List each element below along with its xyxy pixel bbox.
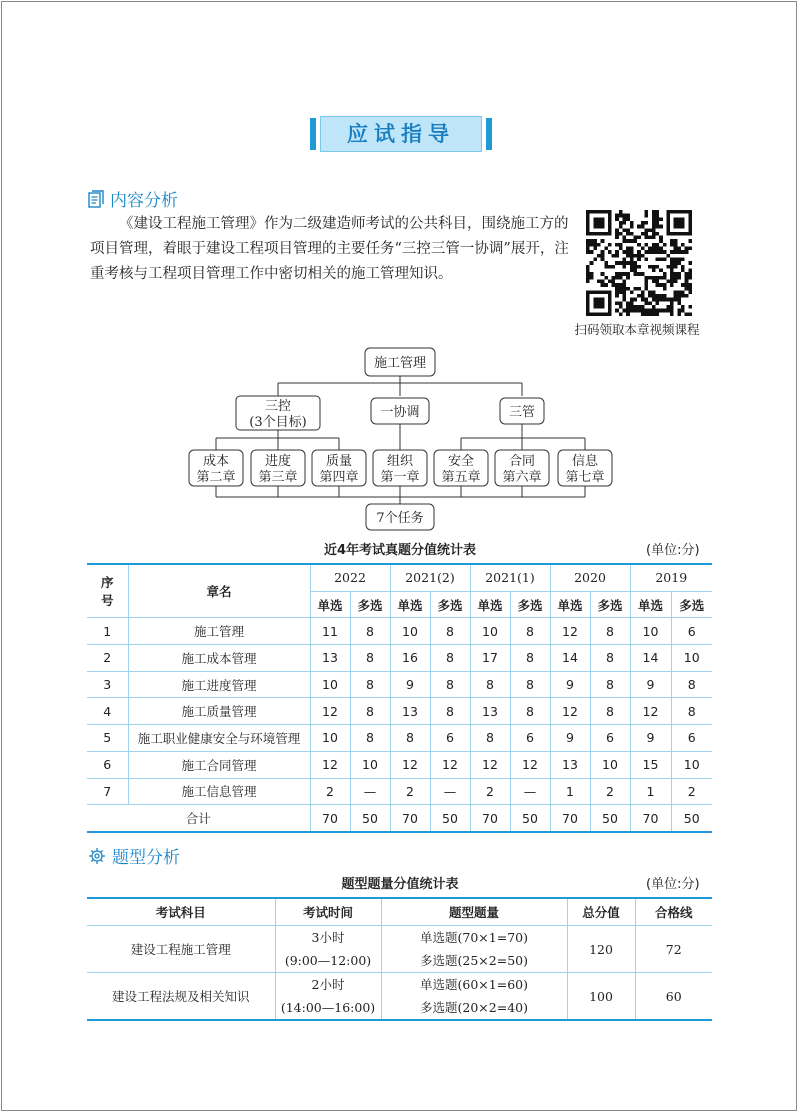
diagram-leaf-label: 安全 — [447, 454, 475, 469]
total-cell: 70 — [470, 805, 510, 832]
score-cell: 13 — [470, 698, 510, 725]
score-cell: 10 — [310, 671, 350, 698]
year-header: 2021(2) — [390, 564, 470, 591]
diagram-leaf-label: 合同 — [508, 454, 536, 469]
title-banner — [310, 116, 492, 152]
score-row — [87, 698, 712, 725]
year-header: 2019 — [630, 564, 712, 591]
diagram-group-node-controls — [236, 396, 320, 430]
exam-question-types — [381, 973, 567, 1021]
diagram-leaf-node — [189, 450, 243, 486]
row-number: 2 — [87, 645, 128, 672]
score-cell: 10 — [470, 618, 510, 645]
diagram-leaf-node — [495, 450, 549, 486]
score-cell: 2 — [310, 778, 350, 805]
score-cell: 6 — [671, 618, 712, 645]
exam-time — [275, 973, 381, 1021]
diagram-leaf-node — [312, 450, 366, 486]
total-cell: 70 — [550, 805, 590, 832]
content-analysis-title: 内容分析 — [110, 191, 178, 211]
diagram-leaf-label: 成本 — [202, 454, 230, 469]
score-row — [87, 645, 712, 672]
exam-duration: 3小时 — [311, 930, 345, 945]
score-cell: 9 — [550, 725, 590, 752]
chapter-name: 施工成本管理 — [128, 645, 310, 672]
total-cell: 50 — [671, 805, 712, 832]
score-cell: 10 — [671, 751, 712, 778]
diagram-leaf-chapter: 第四章 — [319, 470, 359, 485]
score-cell: 9 — [630, 725, 671, 752]
diagram-leaf-node — [373, 450, 427, 486]
score-cell: 8 — [510, 671, 550, 698]
exam-pass-line: 72 — [635, 926, 712, 973]
single-choice-header: 单选 — [390, 591, 430, 618]
exam-subject: 建设工程施工管理 — [87, 926, 275, 973]
score-cell: 10 — [590, 751, 630, 778]
score-cell: 8 — [590, 671, 630, 698]
score-cell: 10 — [310, 725, 350, 752]
score-cell: — — [510, 778, 550, 805]
exam-subject: 建设工程法规及相关知识 — [87, 973, 275, 1021]
diagram-group-label: 三管 — [508, 405, 536, 420]
score-cell: 8 — [350, 671, 390, 698]
exam-header-cell: 总分值 — [567, 898, 635, 926]
multi-choice-header: 多选 — [430, 591, 470, 618]
diagram-group-label: 三控 — [264, 399, 292, 414]
score-cell: 8 — [510, 698, 550, 725]
diagram-leaf-chapter: 第三章 — [258, 470, 298, 485]
score-row — [87, 671, 712, 698]
score-cell: 8 — [671, 698, 712, 725]
diagram-leaf-node — [558, 450, 612, 486]
score-cell: 8 — [590, 645, 630, 672]
diagram-leaf-chapter: 第一章 — [380, 470, 420, 485]
row-number: 7 — [87, 778, 128, 805]
score-cell: 12 — [310, 698, 350, 725]
total-cell: 70 — [310, 805, 350, 832]
total-cell: 70 — [390, 805, 430, 832]
score-cell: 10 — [671, 645, 712, 672]
score-cell: 10 — [630, 618, 671, 645]
score-cell: 11 — [310, 618, 350, 645]
diagram-root-node — [365, 348, 435, 376]
score-cell: 8 — [590, 618, 630, 645]
score-cell: 12 — [430, 751, 470, 778]
score-table-title: 近4年考试真题分值统计表 — [323, 543, 477, 558]
multi-choice-header: 多选 — [671, 591, 712, 618]
score-cell: 13 — [390, 698, 430, 725]
diagram-bottom-label: 7个任务 — [376, 511, 424, 526]
score-cell: 8 — [350, 725, 390, 752]
score-cell: 8 — [350, 618, 390, 645]
exam-row — [87, 973, 712, 1021]
single-choice-header: 单选 — [470, 591, 510, 618]
single-choice-count: 单选题(70×1=70) — [420, 930, 528, 945]
banner-title: 应试指导 — [320, 116, 482, 152]
score-row — [87, 751, 712, 778]
task-diagram — [0, 340, 800, 540]
score-cell: 14 — [550, 645, 590, 672]
score-cell: 12 — [470, 751, 510, 778]
exam-time-range: (9:00—12:00) — [284, 953, 372, 968]
single-choice-header: 单选 — [550, 591, 590, 618]
score-cell: 8 — [430, 645, 470, 672]
score-cell: 17 — [470, 645, 510, 672]
intro-paragraph: 《建设工程施工管理》作为二级建造师考试的公共科目，围绕施工方的项目管理，着眼于建设工程项目管理的主要任务“三控三管一协调”展开，注重考核与工程项目管理工作中密切相关的施工管理知识。 — [90, 216, 569, 282]
score-row — [87, 725, 712, 752]
score-row — [87, 778, 712, 805]
diagram-leaf-chapter: 第二章 — [196, 470, 236, 485]
score-cell: 12 — [550, 618, 590, 645]
row-number: 3 — [87, 671, 128, 698]
score-cell: 8 — [430, 671, 470, 698]
score-cell: 12 — [390, 751, 430, 778]
score-cell: 8 — [390, 725, 430, 752]
score-cell: 10 — [390, 618, 430, 645]
exam-table-unit: (单位:分) — [646, 877, 700, 892]
banner-right-bar — [486, 118, 492, 150]
seq-header-line1: 序 — [100, 575, 114, 591]
score-table — [87, 563, 712, 833]
score-cell: 15 — [630, 751, 671, 778]
score-cell: 16 — [390, 645, 430, 672]
multi-choice-count: 多选题(25×2=50) — [420, 953, 528, 968]
exam-header-cell: 合格线 — [635, 898, 712, 926]
exam-table-title: 题型题量分值统计表 — [341, 877, 459, 892]
chapter-name: 施工合同管理 — [128, 751, 310, 778]
seq-header-line2: 号 — [100, 593, 114, 609]
exam-question-types — [381, 926, 567, 973]
score-cell: 1 — [630, 778, 671, 805]
diagram-leaf-label: 质量 — [325, 454, 353, 469]
diagram-leaf-label: 进度 — [264, 454, 292, 469]
question-analysis-heading — [88, 843, 180, 868]
score-cell: 12 — [510, 751, 550, 778]
chapter-name: 施工管理 — [128, 618, 310, 645]
score-cell: 8 — [430, 698, 470, 725]
exam-row — [87, 926, 712, 973]
score-cell: 13 — [310, 645, 350, 672]
score-cell: 2 — [671, 778, 712, 805]
score-cell: 2 — [470, 778, 510, 805]
exam-total-score: 120 — [567, 926, 635, 973]
diagram-group-label: 一协调 — [380, 405, 420, 420]
diagram-group-node-coordination — [371, 398, 429, 424]
year-header: 2021(1) — [470, 564, 550, 591]
diagram-leaf-label: 信息 — [571, 454, 599, 469]
diagram-root-label: 施工管理 — [373, 356, 427, 371]
total-cell: 50 — [350, 805, 390, 832]
question-analysis-title: 题型分析 — [112, 848, 180, 868]
exam-time-range: (14:00—16:00) — [280, 1000, 376, 1015]
row-number: 1 — [87, 618, 128, 645]
exam-time — [275, 926, 381, 973]
score-cell: 8 — [590, 698, 630, 725]
diagram-leaf-node — [251, 450, 305, 486]
score-table-unit: (单位:分) — [646, 543, 700, 558]
score-cell: 2 — [590, 778, 630, 805]
total-cell: 50 — [510, 805, 550, 832]
score-cell: 8 — [510, 618, 550, 645]
single-choice-header: 单选 — [310, 591, 350, 618]
score-header-row — [87, 564, 712, 591]
score-cell: 6 — [671, 725, 712, 752]
row-number: 4 — [87, 698, 128, 725]
exam-pass-line: 60 — [635, 973, 712, 1021]
total-row — [87, 805, 712, 832]
chapter-name: 施工职业健康安全与环境管理 — [128, 725, 310, 752]
exam-table — [87, 897, 712, 1021]
diagram-leaf-chapter: 第六章 — [502, 470, 542, 485]
diagram-group-node-management — [500, 398, 544, 424]
score-cell: 8 — [510, 645, 550, 672]
exam-header-cell: 考试科目 — [87, 898, 275, 926]
diagram-leaf-label: 组织 — [386, 454, 414, 469]
score-row — [87, 618, 712, 645]
score-cell: 8 — [470, 725, 510, 752]
diagram-bottom-node — [366, 504, 434, 530]
diagram-leaf-chapter: 第五章 — [441, 470, 481, 485]
score-cell: 8 — [350, 698, 390, 725]
multi-choice-header: 多选 — [350, 591, 390, 618]
multi-choice-header: 多选 — [510, 591, 550, 618]
single-choice-count: 单选题(60×1=60) — [420, 977, 528, 992]
score-cell: 2 — [390, 778, 430, 805]
score-cell: 9 — [550, 671, 590, 698]
multi-choice-header: 多选 — [590, 591, 630, 618]
score-cell: — — [430, 778, 470, 805]
score-cell: 9 — [390, 671, 430, 698]
score-cell: 14 — [630, 645, 671, 672]
score-cell: — — [350, 778, 390, 805]
diagram-leaf-node — [434, 450, 488, 486]
qr-code[interactable] — [586, 210, 692, 316]
score-cell: 12 — [310, 751, 350, 778]
score-cell: 6 — [430, 725, 470, 752]
score-cell: 1 — [550, 778, 590, 805]
diagram-group-sublabel: (3个目标) — [249, 415, 307, 430]
score-cell: 6 — [510, 725, 550, 752]
chapter-name: 施工信息管理 — [128, 778, 310, 805]
exam-header-cell: 题型题量 — [381, 898, 567, 926]
diagram-leaf-chapter: 第七章 — [565, 470, 605, 485]
row-number: 5 — [87, 725, 128, 752]
score-cell: 8 — [430, 618, 470, 645]
exam-header-cell: 考试时间 — [275, 898, 381, 926]
document-icon — [88, 190, 104, 208]
banner-left-bar — [310, 118, 316, 150]
year-header: 2020 — [550, 564, 630, 591]
total-cell: 70 — [630, 805, 671, 832]
exam-total-score: 100 — [567, 973, 635, 1021]
single-choice-header: 单选 — [630, 591, 671, 618]
score-cell: 8 — [470, 671, 510, 698]
qr-caption: 扫码领取本章视频课程 — [574, 322, 700, 337]
chapter-name: 施工质量管理 — [128, 698, 310, 725]
score-cell: 13 — [550, 751, 590, 778]
total-label: 合计 — [87, 805, 310, 832]
row-number: 6 — [87, 751, 128, 778]
score-cell: 8 — [350, 645, 390, 672]
score-cell: 6 — [590, 725, 630, 752]
chapter-name: 施工进度管理 — [128, 671, 310, 698]
multi-choice-count: 多选题(20×2=40) — [420, 1000, 528, 1015]
total-cell: 50 — [430, 805, 470, 832]
score-cell: 9 — [630, 671, 671, 698]
exam-header-row — [87, 898, 712, 926]
exam-duration: 2小时 — [311, 977, 345, 992]
year-header: 2022 — [310, 564, 390, 591]
score-cell: 12 — [630, 698, 671, 725]
chapter-header: 章名 — [128, 564, 310, 618]
score-cell: 10 — [350, 751, 390, 778]
content-analysis-heading — [88, 186, 178, 211]
score-cell: 8 — [671, 671, 712, 698]
gear-icon — [88, 847, 106, 865]
score-cell: 12 — [550, 698, 590, 725]
total-cell: 50 — [590, 805, 630, 832]
seq-header — [87, 564, 128, 618]
